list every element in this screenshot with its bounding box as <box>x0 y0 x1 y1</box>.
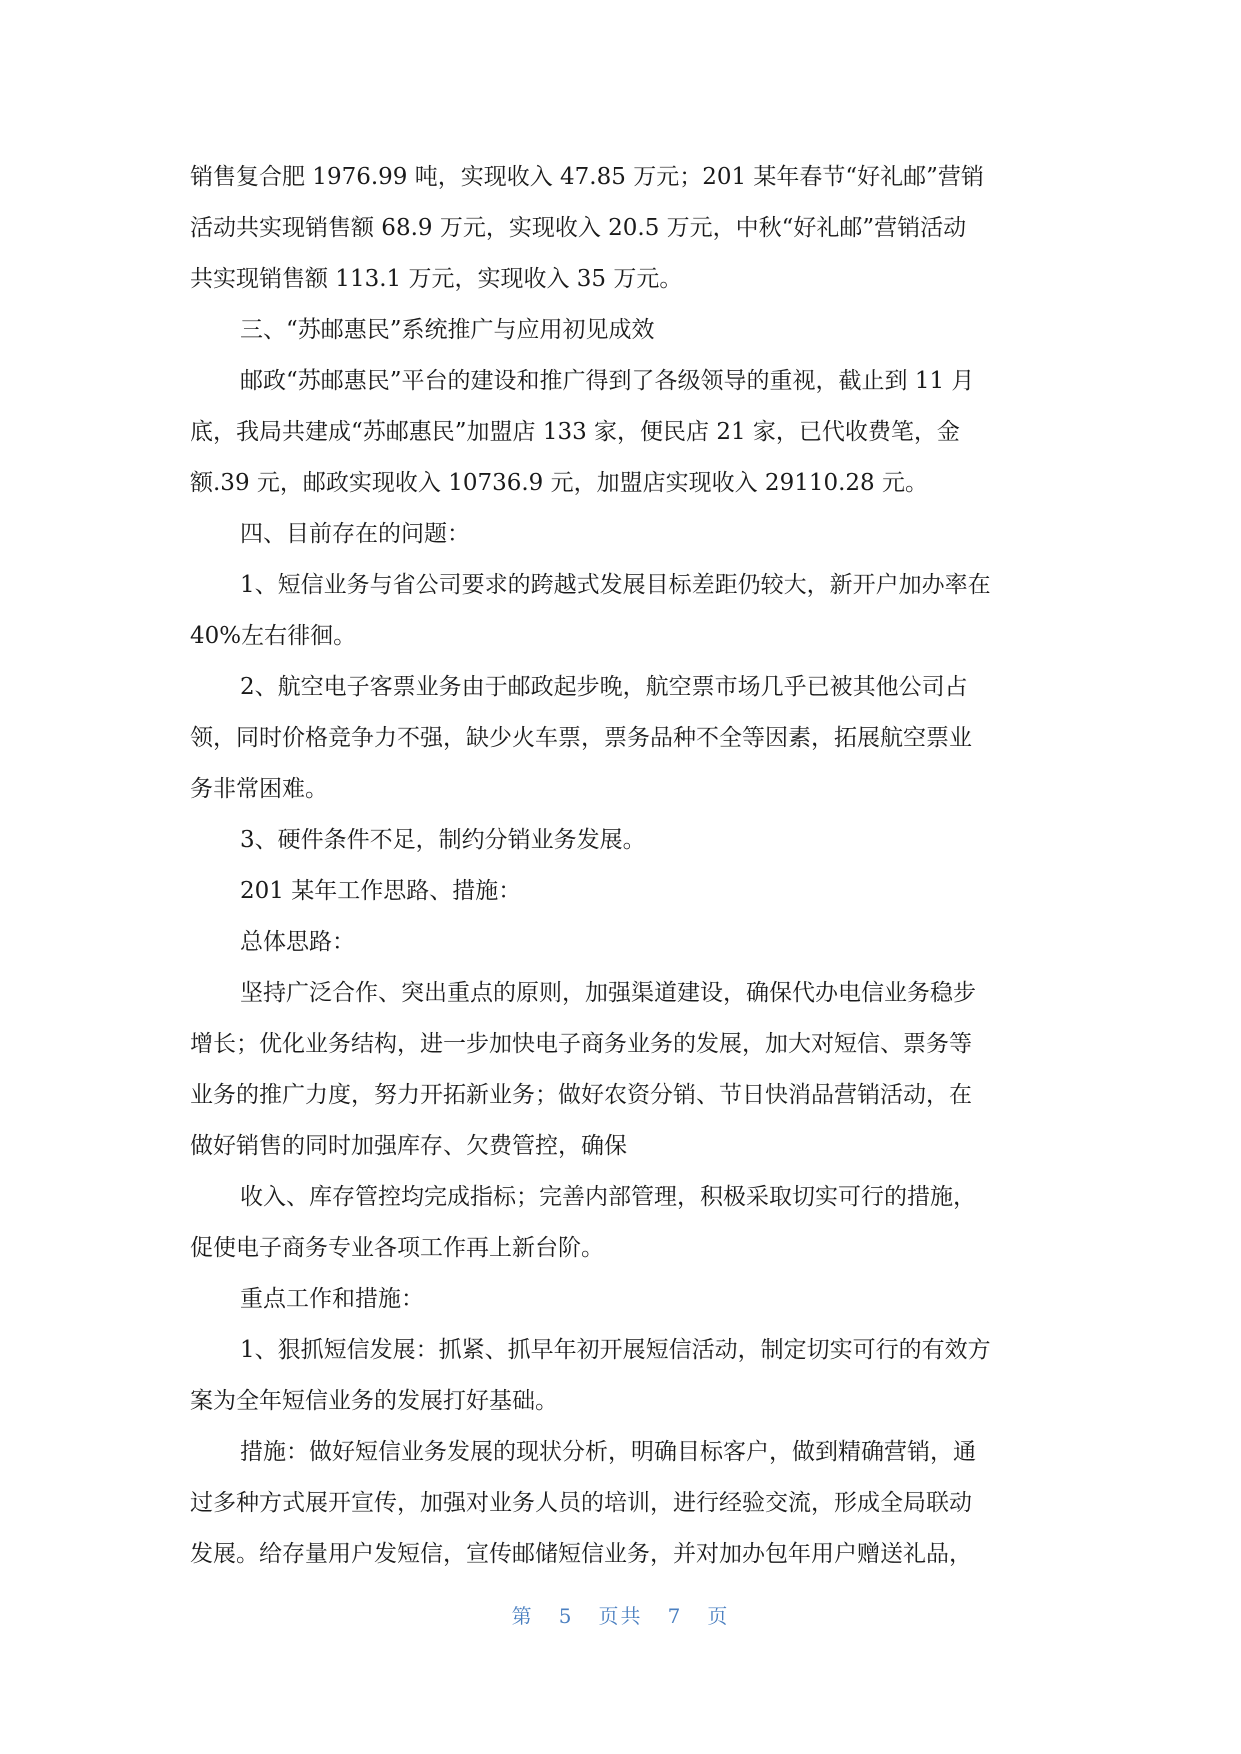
text-line: 邮政“苏邮惠民”平台的建设和推广得到了各级领导的重视，截止到 11 月 <box>240 368 975 394</box>
text-line: 增长；优化业务结构，进一步加快电子商务业务的发展，加大对短信、票务等 <box>190 1031 972 1057</box>
footer-label-of: 页共 <box>598 1604 643 1628</box>
document-body <box>190 152 1056 1580</box>
text-line: 额.39 元，邮政实现收入 10736.9 元，加盟店实现收入 29110.28 元。 <box>190 470 928 496</box>
footer-label-page: 第 <box>511 1604 534 1628</box>
text-line: 共实现销售额 113.1 万元，实现收入 35 万元。 <box>190 266 683 292</box>
text-line: 措施：做好短信业务发展的现状分析，明确目标客户，做到精确营销，通 <box>240 1439 976 1465</box>
text-line: 务非常困难。 <box>190 776 328 802</box>
text-line: 促使电子商务专业各项工作再上新台阶。 <box>190 1235 604 1261</box>
section-heading: 三、“苏邮惠民”系统推广与应用初见成效 <box>240 317 655 343</box>
text-line: 活动共实现销售额 68.9 万元，实现收入 20.5 万元，中秋“好礼邮”营销活动 <box>190 215 967 241</box>
footer-label-end: 页 <box>707 1604 730 1628</box>
text-line: 3、硬件条件不足，制约分销业务发展。 <box>240 827 646 853</box>
text-line: 发展。给存量用户发短信，宣传邮储短信业务，并对加办包年用户赠送礼品， <box>190 1541 972 1567</box>
text-line: 收入、库存管控均完成指标；完善内部管理，积极采取切实可行的措施， <box>240 1184 976 1210</box>
page-footer <box>0 1600 1241 1629</box>
footer-total-pages: 7 <box>667 1604 683 1628</box>
text-line: 40%左右徘徊。 <box>190 623 357 649</box>
text-line: 1、短信业务与省公司要求的跨越式发展目标差距仍较大，新开户加办率在 <box>240 572 991 598</box>
text-line: 1、狠抓短信发展：抓紧、抓早年初开展短信活动，制定切实可行的有效方 <box>240 1337 991 1363</box>
text-line: 做好销售的同时加强库存、欠费管控，确保 <box>190 1133 627 1159</box>
text-line: 销售复合肥 1976.99 吨，实现收入 47.85 万元；201 某年春节“好礼邮”营销 <box>190 164 984 190</box>
section-heading: 总体思路： <box>240 929 355 955</box>
text-line: 过多种方式展开宣传，加强对业务人员的培训，进行经验交流，形成全局联动 <box>190 1490 972 1516</box>
text-line: 案为全年短信业务的发展打好基础。 <box>190 1388 558 1414</box>
text-line: 坚持广泛合作、突出重点的原则，加强渠道建设，确保代办电信业务稳步 <box>240 980 976 1006</box>
section-heading: 201 某年工作思路、措施： <box>240 878 522 904</box>
text-line: 领，同时价格竞争力不强，缺少火车票，票务品种不全等因素，拓展航空票业 <box>190 725 972 751</box>
text-line: 底，我局共建成“苏邮惠民”加盟店 133 家，便民店 21 家，已代收费笔，金 <box>190 419 960 445</box>
footer-current-page: 5 <box>558 1604 574 1628</box>
section-heading: 重点工作和措施： <box>240 1286 424 1312</box>
text-line: 业务的推广力度，努力开拓新业务；做好农资分销、节日快消品营销活动，在 <box>190 1082 972 1108</box>
text-line: 2、航空电子客票业务由于邮政起步晚，航空票市场几乎已被其他公司占 <box>240 674 968 700</box>
section-heading: 四、目前存在的问题： <box>240 521 470 547</box>
